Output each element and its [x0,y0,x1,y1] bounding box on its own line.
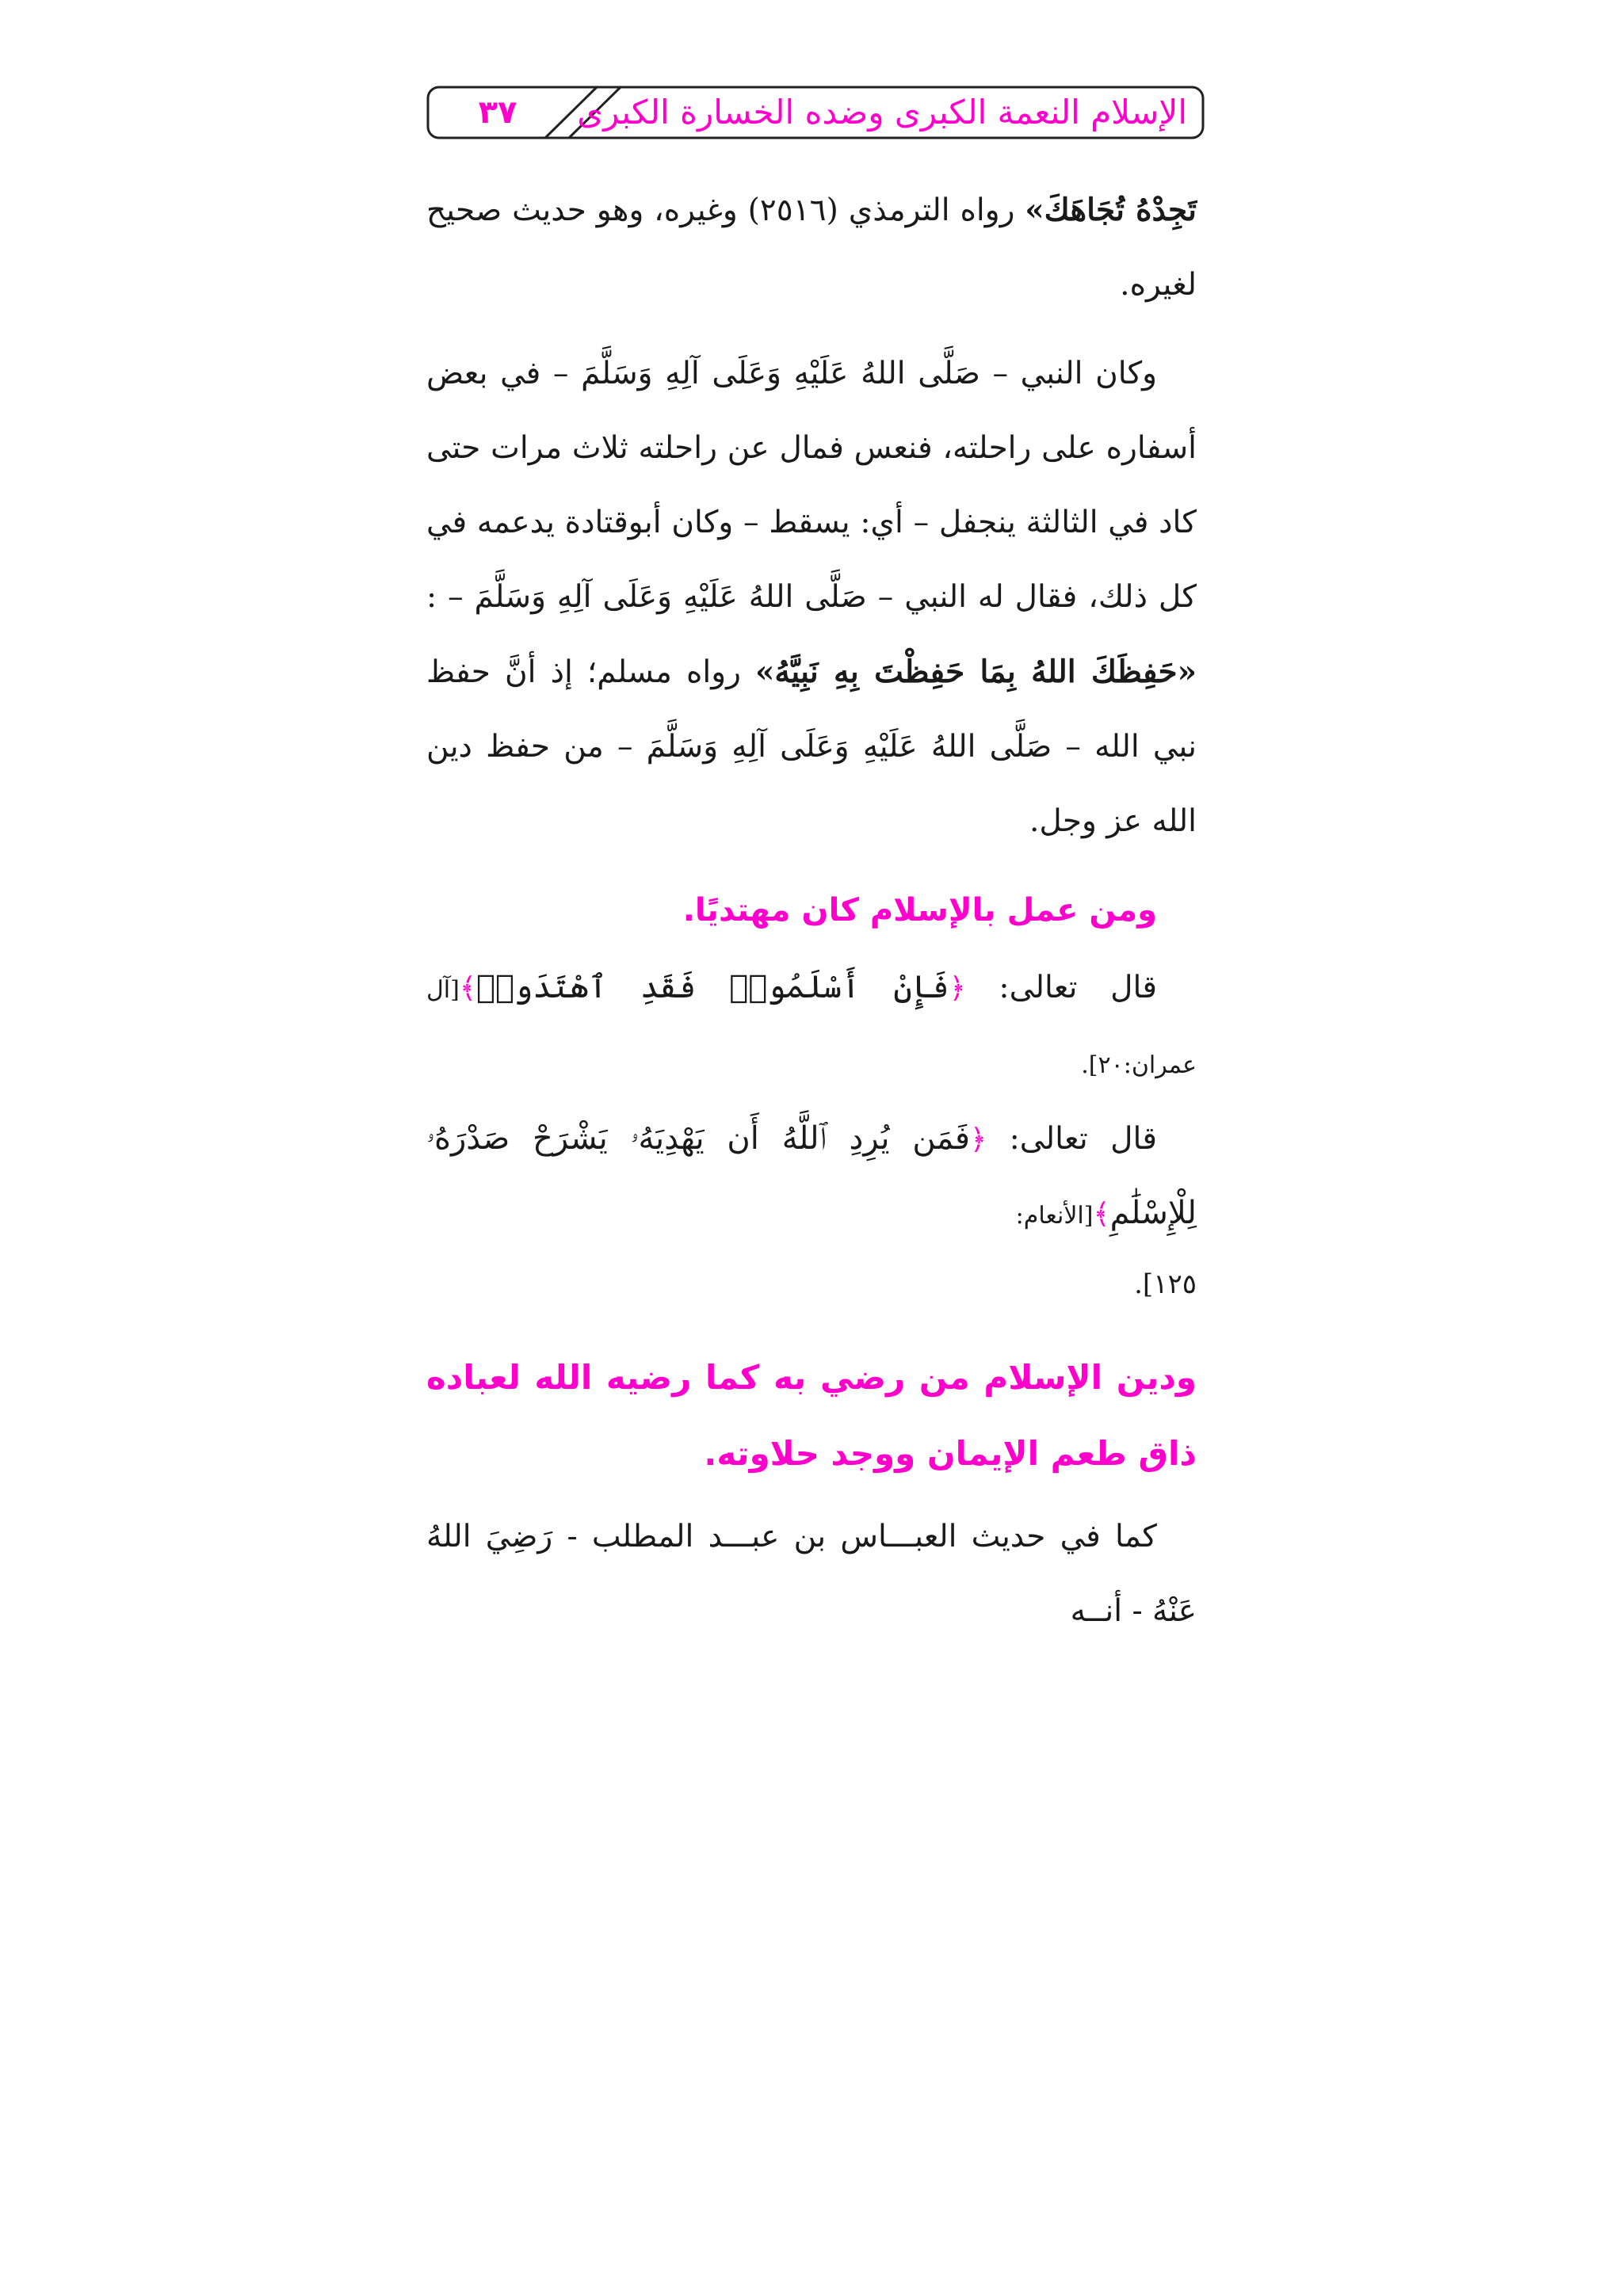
section-heading-2: ودين الإسلام من رضي به كما رضيه الله لعباده ذاق طعم الإيمان ووجد حلاوته. [426,1358,1197,1473]
section-heading-1: ومن عمل بالإسلام كان مهتديًا. [682,892,1157,929]
page-header [426,86,1205,139]
verse-open-bracket: ﴿ [949,972,966,1005]
verse-close-bracket: ﴾ [1093,1198,1110,1230]
verse-1 [426,951,1197,1102]
page-body [426,173,1197,1649]
verse-2 [426,1102,1197,1253]
hadith-quote: تَجِدْهُ تُجَاهَكَ» [1025,192,1197,228]
running-title: الإسلام النعمة الكبرى وضده الخسارة الكبرى [577,93,1187,132]
verse-1-text: فَإِنْ أَسْلَمُوا۟ فَقَدِ ٱهْتَدَوا۟ [475,969,949,1005]
paragraph-2-text-a: وكان النبي – صَلَّى اللهُ عَلَيْهِ وَعَلَى آلِهِ وَسَلَّمَ – في بعض أسفاره على راحلته، فنعس فمال عن راحلته ثلاث مرات حتى كاد في الثالثة ينجفل – أي: يسقط – وكان أبوقتادة يدعمه في كل ذلك، فقال له النبي – صَلَّى اللهُ عَلَيْهِ وَعَلَى آلِهِ وَسَلَّمَ – : [426,356,1197,615]
verse-open-bracket: ﴿ [970,1123,987,1156]
paragraph-1 [426,173,1197,322]
paragraph-1-text: رواه الترمذي (٢٥١٦) وغيره، وهو حديث صحيح لغيره. [426,193,1197,303]
hadith-quote-2: «حَفِظَكَ اللهُ بِمَا حَفِظْتَ بِهِ نَبِيَّهُ» [755,654,1197,690]
verse-2-reference: [الأنعام: [1015,1202,1094,1230]
paragraph-3: كما في حديث العبـــاس بن عبـــد المطلب - رَضِيَ اللهُ عَنْهُ - أنــه [426,1519,1197,1629]
verse-1-reference: [آل عمران:٢٠]. [426,976,1197,1079]
verse-1-intro: قال تعالى: [965,970,1157,1005]
page-number: ٣٧ [478,94,517,131]
paragraph-2 [426,337,1197,859]
verse-2-intro: قال تعالى: [987,1121,1157,1157]
verse-2-reference-tail: ١٢٥]. [1134,1268,1197,1300]
verse-close-bracket: ﴾ [459,972,476,1005]
paragraph-2-text-b: رواه مسلم؛ إذ أنَّ حفظ نبي الله – صَلَّى اللهُ عَلَيْهِ وَعَلَى آلِهِ وَسَلَّمَ – من حفظ دين الله عز وجل. [426,654,1197,839]
verse-2-text: فَمَن يُرِدِ ٱللَّهُ أَن يَهْدِيَهُۥ يَشْرَحْ صَدْرَهُۥ لِلْإِسْلَٰمِ [426,1120,1197,1231]
